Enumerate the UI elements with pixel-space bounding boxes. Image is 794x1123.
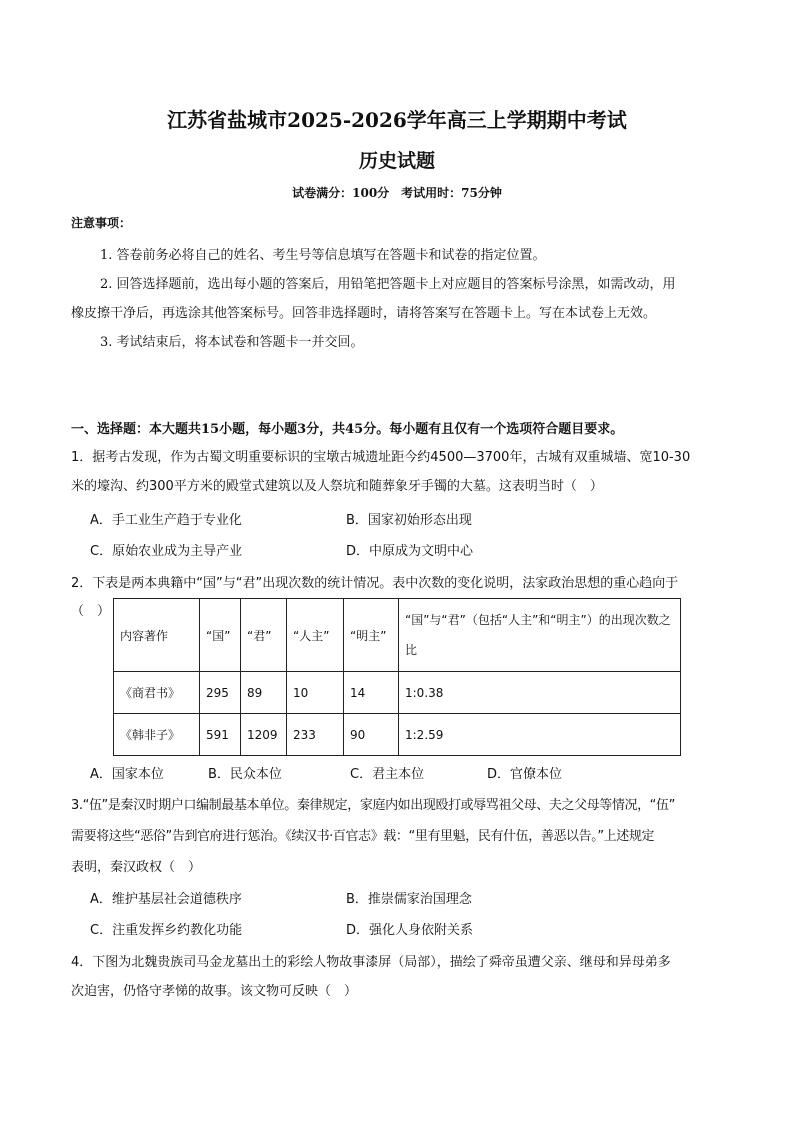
question-text: 4．下图为北魏贵族司马金龙墓出土的彩绘人物故事漆屏（局部），描绘了舜帝虽遭父亲、继母和异母弟多 (71, 955, 671, 970)
exam-info: 试卷满分：100分 考试用时：75分钟 (292, 186, 502, 200)
question-text: 需要将这些“恶俗”告到官府进行惩治。《续汉书·百官志》载：“里有里魁，民有什伍，善恶以告。”上述规定 (71, 829, 655, 844)
option-c: C．君主本位 (350, 767, 425, 782)
table-header: “国” (200, 599, 241, 672)
table-row (114, 714, 681, 756)
note-item: 橡皮擦干净后，再选涂其他答案标号。回答非选择题时，请将答案写在答题卡上。写在本试卷上无效。 (71, 306, 657, 321)
table-cell: 1:2.59 (399, 714, 681, 756)
question-text: 次迫害，仍恪守孝悌的故事。该文物可反映（ ） (71, 984, 358, 999)
table-header: “君” (241, 599, 287, 672)
option-d: D．官僚本位 (487, 767, 563, 782)
option-c: C．原始农业成为主导产业 (90, 544, 243, 559)
table-cell: 1:0.38 (399, 672, 681, 714)
question-text: （ ） (71, 604, 111, 619)
option-c: C．注重发挥乡约教化功能 (90, 923, 243, 938)
table-header: “人主” (287, 599, 344, 672)
option-b: B．推崇儒家治国理念 (346, 892, 472, 907)
table-cell: 10 (287, 672, 344, 714)
table-cell: 233 (287, 714, 344, 756)
question-text: 1．据考古发现，作为古蜀文明重要标识的宝墩古城遗址距今约4500—3700年，古城有双重城墙、宽10-30 (71, 450, 691, 465)
note-item: 3. 考试结束后，将本试卷和答题卡一并交回。 (100, 335, 364, 350)
question-text: 2．下表是两本典籍中“国”与“君”出现次数的统计情况。表中次数的变化说明，法家政治思想的重心趋向于 (71, 576, 679, 591)
table-cell: 1209 (241, 714, 287, 756)
table-cell: 《商君书》 (114, 672, 200, 714)
table-header-row (114, 599, 681, 672)
option-b: B．民众本位 (208, 767, 282, 782)
table-cell: 591 (200, 714, 241, 756)
option-d: D．中原成为文明中心 (346, 544, 474, 559)
section-heading: 一、选择题：本大题共15小题，每小题3分，共45分。每小题有且仅有一个选项符合题目要求。 (71, 422, 624, 437)
statistics-table (113, 598, 681, 756)
option-d: D．强化人身依附关系 (346, 923, 474, 938)
table-cell: 89 (241, 672, 287, 714)
table-header: 内容著作 (114, 599, 200, 672)
table-header: “国”与“君”（包括“人主”和“明主”）的出现次数之比 (399, 599, 681, 672)
option-a: A．国家本位 (90, 767, 164, 782)
exam-title: 江苏省盐城市2025-2026学年高三上学期期中考试 (167, 108, 627, 132)
table-row (114, 672, 681, 714)
option-a: A．手工业生产趋于专业化 (90, 513, 242, 528)
question-text: 3.“伍”是秦汉时期户口编制最基本单位。秦律规定，家庭内如出现殴打或辱骂祖父母、夫之父母等情况，“伍” (71, 798, 675, 813)
question-text: 表明，秦汉政权（ ） (71, 860, 202, 875)
table-cell: 《韩非子》 (114, 714, 200, 756)
note-item: 2. 回答选择题前，选出每小题的答案后，用铅笔把答题卡上对应题目的答案标号涂黑，如需改动，用 (100, 277, 676, 292)
option-a: A．维护基层社会道德秩序 (90, 892, 242, 907)
table-cell: 295 (200, 672, 241, 714)
note-item: 1. 答卷前务必将自己的姓名、考生号等信息填写在答题卡和试卷的指定位置。 (100, 248, 546, 263)
notes-label: 注意事项： (71, 216, 132, 230)
subject-title: 历史试题 (358, 150, 435, 172)
table-cell: 14 (344, 672, 399, 714)
option-b: B．国家初始形态出现 (346, 513, 472, 528)
table-header: “明主” (344, 599, 399, 672)
question-text: 米的壕沟、约300平方米的殿堂式建筑以及人祭坑和随葬象牙手镯的大墓。这表明当时（ ） (71, 479, 603, 494)
table-cell: 90 (344, 714, 399, 756)
